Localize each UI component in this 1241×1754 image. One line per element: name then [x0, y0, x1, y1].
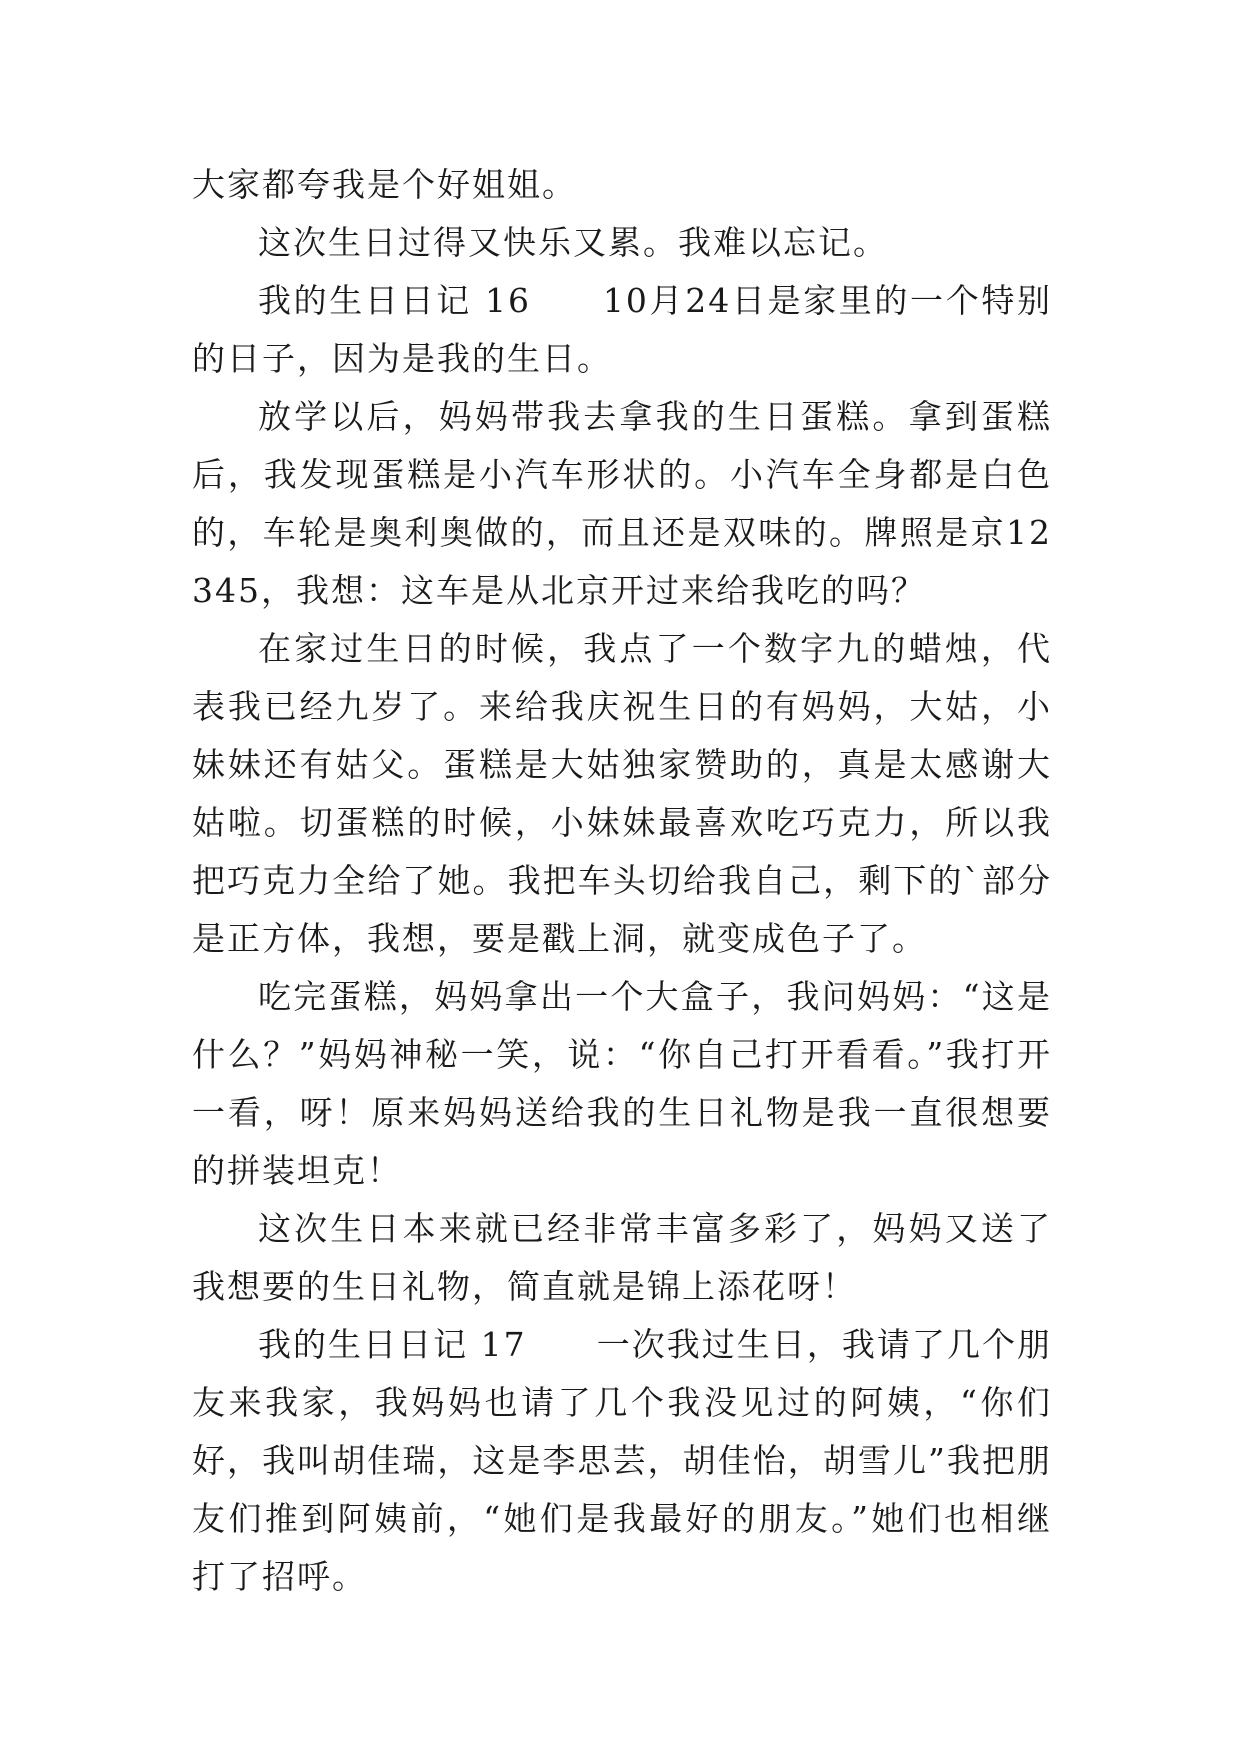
paragraph: 吃完蛋糕，妈妈拿出一个大盒子，我问妈妈：“这是什么？”妈妈神秘一笑，说：“你自己打开看看。”我打开一看，呀！原来妈妈送给我的生日礼物是我一直很想要的拼装坦克！	[192, 977, 1052, 1190]
paragraph: 大家都夸我是个好姐姐。	[192, 165, 577, 204]
paragraph: 我的生日日记 16 10月24日是家里的一个特别的日子，因为是我的生日。	[192, 281, 1052, 378]
paragraph: 我的生日日记 17 一次我过生日，我请了几个朋友来我家，我妈妈也请了几个我没见过的阿姨，“你们好，我叫胡佳瑞，这是李思芸，胡佳怡，胡雪儿”我把朋友们推到阿姨前，“她们是我最好的朋友。”她们也相继打了招呼。	[192, 1325, 1052, 1596]
body-text	[192, 156, 1052, 1606]
paragraph: 这次生日本来就已经非常丰富多彩了，妈妈又送了我想要的生日礼物，简直就是锦上添花呀！	[192, 1209, 1052, 1306]
paragraph: 放学以后，妈妈带我去拿我的生日蛋糕。拿到蛋糕后，我发现蛋糕是小汽车形状的。小汽车全身都是白色的，车轮是奥利奥做的，而且还是双味的。牌照是京12345，我想：这车是从北京开过来给我吃的吗？	[192, 397, 1052, 610]
paragraph: 在家过生日的时候，我点了一个数字九的蜡烛，代表我已经九岁了。来给我庆祝生日的有妈妈，大姑，小妹妹还有姑父。蛋糕是大姑独家赞助的，真是太感谢大姑啦。切蛋糕的时候，小妹妹最喜欢吃巧克力，所以我把巧克力全给了她。我把车头切给我自己，剩下的`部分是正方体，我想，要是戳上洞，就变成色子了。	[192, 629, 1052, 958]
paragraph: 这次生日过得又快乐又累。我难以忘记。	[258, 223, 888, 262]
